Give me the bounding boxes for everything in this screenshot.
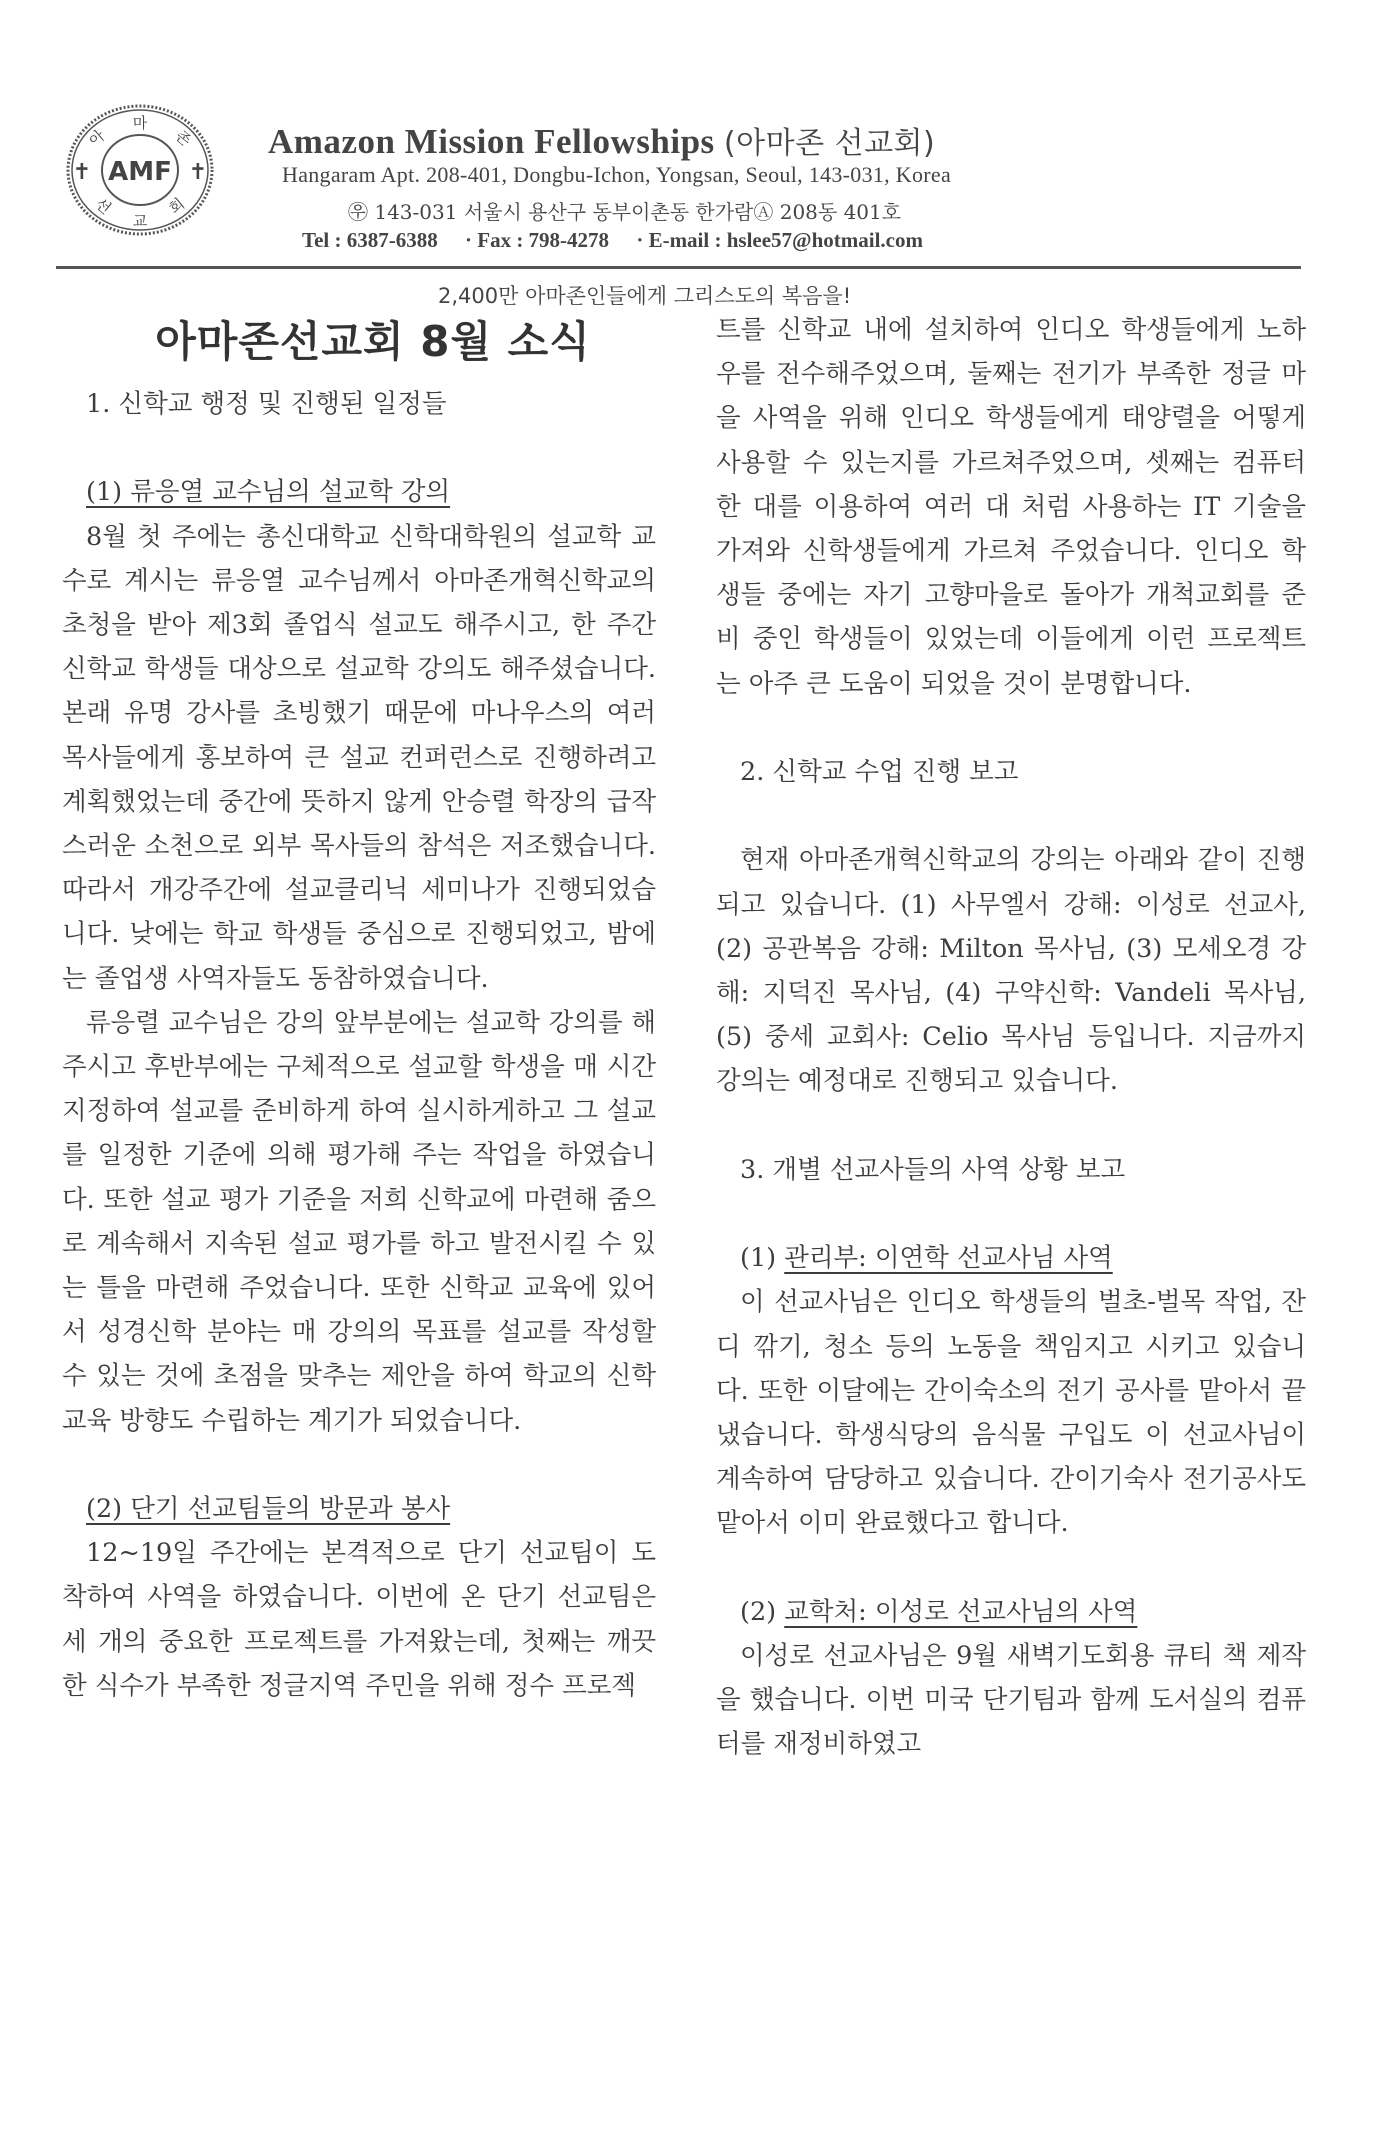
paragraph: 12~19일 주간에는 본격적으로 단기 선교팀이 도착하여 사역을 하였습니다. 이번에 온 단기 선교팀은 세 개의 중요한 프로젝트를 가져왔는데, 첫째는 깨끗한 식수가 부족한 정글지역 주민을 위해 정수 프로젝	[62, 1538, 656, 1701]
fax: · Fax : 798-4278	[464, 228, 610, 252]
svg-text:선: 선	[91, 194, 115, 218]
subsection-3-1-number: (1)	[740, 1243, 777, 1274]
section-1-title: 1. 신학교 행정 및 진행된 일정들	[86, 389, 447, 419]
subsection-3-2-title	[716, 1590, 1306, 1634]
contact-line	[302, 228, 945, 253]
page-title: 아마존선교회 8월 소식	[155, 317, 591, 366]
svg-text:AMF: AMF	[108, 157, 172, 187]
amf-seal-logo-icon	[60, 100, 220, 240]
spacer	[716, 1192, 1306, 1236]
tel: Tel : 6387-6388	[302, 228, 438, 252]
subsection-1-1-title-text: (1) 류응열 교수님의 설교학 강의	[86, 477, 451, 508]
svg-text:회: 회	[165, 194, 189, 218]
svg-text:✝: ✝	[188, 160, 208, 185]
spacer	[716, 706, 1306, 750]
spacer	[62, 426, 656, 470]
section-3-title: 3. 개별 선교사들의 사역 상황 보고	[740, 1154, 1126, 1185]
subsection-1-1-title	[62, 470, 656, 514]
header-divider	[56, 266, 1301, 269]
svg-text:✝: ✝	[72, 160, 92, 185]
tagline: 2,400만 아마존인들에게 그리스도의 복음을!	[438, 284, 852, 308]
svg-text:존: 존	[171, 126, 195, 150]
spacer	[62, 1443, 656, 1487]
org-name	[268, 118, 935, 162]
paragraph: 류응렬 교수님은 강의 앞부분에는 설교학 강의를 해 주시고 후반부에는 구체적으로 설교할 학생을 매 시간 지정하여 설교를 준비하게 하여 실시하게하고 그 설교를 일정한 기준에 의해 평가해 주는 작업을 하였습니다. 또한 설교 평가 기준을 저희 신학교에 마련해 줌으로 계속해서 지속된 설교 평가를 하고 발전시킬 수 있는 틀을 마련해 주었습니다. 또한 신학교 교육에 있어서 성경신학 분야는 매 강의의 목표를 설교를 작성할 수 있는 것에 초점을 맞추는 제안을 하여 학교의 신학교육 방향도 수립하는 계기가 되었습니다.	[62, 1007, 656, 1436]
right-column	[716, 308, 1306, 1767]
subsection-3-1-title-text: 관리부: 이연학 선교사님 사역	[784, 1243, 1113, 1274]
paragraph-continued: 트를 신학교 내에 설치하여 인디오 학생들에게 노하우를 전수해주었으며, 둘째는 전기가 부족한 정글 마을 사역을 위해 인디오 학생들에게 태양렬을 어떻게 사용할 수 있는지를 가르쳐주었으며, 셋째는 컴퓨터 한 대를 이용하여 여러 대 처럼 사용하는 IT 기술을 가져와 신학생들에게 가르쳐 주었습니다. 인디오 학생들 중에는 자기 고향마을로 돌아가 개척교회를 준비 중인 학생들이 있었는데 이들에게 이런 프로젝트는 아주 큰 도움이 되었을 것이 분명합니다.	[716, 315, 1306, 699]
postal-mark-icon: ㉾	[348, 200, 368, 224]
svg-text:교: 교	[132, 212, 148, 230]
left-column	[62, 312, 656, 1708]
section-2-title: 2. 신학교 수업 진행 보고	[740, 757, 1019, 788]
paragraph: 8월 첫 주에는 총신대학교 신학대학원의 설교학 교수로 계시는 류응열 교수님께서 아마존개혁신학교의 초청을 받아 제3회 졸업식 설교도 해주시고, 한 주간 신학교 학생들 대상으로 설교학 강의도 해주셨습니다. 본래 유명 강사를 초빙했기 때문에 마나우스의 여러 목사들에게 홍보하여 큰 설교 컨퍼런스로 진행하려고 계획했었는데 중간에 뜻하지 않게 안승렬 학장의 급작스러운 소천으로 외부 목사들의 참석은 저조했습니다. 따라서 개강주간에 설교클리닉 세미나가 진행되었습니다. 낮에는 학교 학생들 중심으로 진행되었고, 밤에는 졸업생 사역자들도 동참하였습니다.	[62, 521, 656, 994]
spacer	[716, 1104, 1306, 1148]
subsection-3-2-title-text: 교학처: 이성로 선교사님의 사역	[784, 1596, 1138, 1627]
org-name-en: Amazon Mission Fellowships	[268, 122, 715, 161]
spacer	[716, 794, 1306, 838]
org-name-kr: (아마존 선교회)	[723, 126, 936, 161]
subsection-1-2-title	[62, 1487, 656, 1531]
subsection-3-1-title	[716, 1236, 1306, 1280]
subsection-1-2-title-text: (2) 단기 선교팀들의 방문과 봉사	[86, 1494, 451, 1525]
svg-text:아: 아	[85, 126, 109, 150]
paragraph: 현재 아마존개혁신학교의 강의는 아래와 같이 진행되고 있습니다. (1) 사무엘서 강해: 이성로 선교사, (2) 공관복음 강해: Milton 목사님, (3) 모세오경 강해: 지덕진 목사님, (4) 구약신학: Vandeli 목사님, (5) 중세 교회사: Celio 목사님 등입니다. 지금까지 강의는 예정대로 진행되고 있습니다.	[716, 845, 1306, 1097]
address-english: Hangaram Apt. 208-401, Dongbu-Ichon, Yongsan, Seoul, 143-031, Korea	[282, 162, 952, 187]
address-korean	[348, 196, 901, 225]
svg-text:마: 마	[132, 114, 148, 132]
spacer	[716, 1546, 1306, 1590]
subsection-3-2-number: (2)	[740, 1596, 777, 1627]
email: · E-mail : hslee57@hotmail.com	[636, 228, 923, 252]
address-korean-text: 143-031 서울시 용산구 동부이촌동 한가람Ⓐ 208동 401호	[374, 200, 902, 224]
paragraph: 이성로 선교사님은 9월 새벽기도회용 큐티 책 제작을 했습니다. 이번 미국 단기팀과 함께 도서실의 컴퓨터를 재정비하였고	[716, 1641, 1306, 1760]
paragraph: 이 선교사님은 인디오 학생들의 벌초-벌목 작업, 잔디 깎기, 청소 등의 노동을 책임지고 시키고 있습니다. 또한 이달에는 간이숙소의 전기 공사를 맡아서 끝냈습니다. 학생식당의 음식물 구입도 이 선교사님이 계속하여 담당하고 있습니다. 간이기숙사 전기공사도 맡아서 이미 완료했다고 합니다.	[716, 1287, 1306, 1539]
